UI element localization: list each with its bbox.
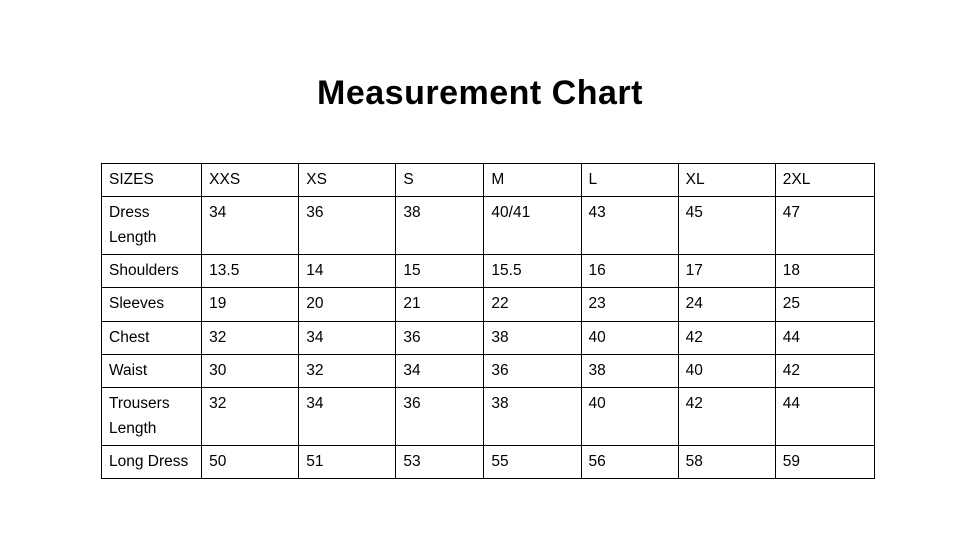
table-cell: 34: [299, 321, 396, 354]
table-cell: 22: [484, 288, 581, 321]
row-label: Dress Length: [102, 197, 202, 255]
measurement-table-container: [101, 163, 875, 479]
table-header-cell: S: [396, 164, 484, 197]
row-label: Trousers Length: [102, 387, 202, 445]
page-title: Measurement Chart: [317, 74, 643, 112]
table-header-cell: XXS: [202, 164, 299, 197]
table-cell: 55: [484, 445, 581, 478]
row-label: Waist: [102, 354, 202, 387]
table-cell: 16: [581, 255, 678, 288]
table-cell: 44: [775, 387, 874, 445]
table-cell: 34: [396, 354, 484, 387]
table-cell: 42: [678, 321, 775, 354]
table-row: [102, 387, 875, 445]
table-row: [102, 197, 875, 255]
table-cell: 30: [202, 354, 299, 387]
table-cell: 40: [581, 321, 678, 354]
table-cell: 59: [775, 445, 874, 478]
table-cell: 58: [678, 445, 775, 478]
table-cell: 50: [202, 445, 299, 478]
table-cell: 38: [484, 321, 581, 354]
table-cell: 42: [775, 354, 874, 387]
row-label: Chest: [102, 321, 202, 354]
row-label: Shoulders: [102, 255, 202, 288]
table-header-cell: 2XL: [775, 164, 874, 197]
table-cell: 40/41: [484, 197, 581, 255]
table-cell: 42: [678, 387, 775, 445]
table-cell: 44: [775, 321, 874, 354]
table-cell: 18: [775, 255, 874, 288]
table-cell: 24: [678, 288, 775, 321]
table-row: [102, 321, 875, 354]
table-cell: 56: [581, 445, 678, 478]
table-header-cell: L: [581, 164, 678, 197]
table-cell: 19: [202, 288, 299, 321]
table-cell: 20: [299, 288, 396, 321]
table-cell: 47: [775, 197, 874, 255]
table-cell: 15: [396, 255, 484, 288]
table-cell: 32: [299, 354, 396, 387]
table-cell: 14: [299, 255, 396, 288]
table-cell: 38: [484, 387, 581, 445]
table-cell: 36: [484, 354, 581, 387]
table-cell: 53: [396, 445, 484, 478]
table-cell: 21: [396, 288, 484, 321]
table-cell: 32: [202, 387, 299, 445]
row-label: Sleeves: [102, 288, 202, 321]
table-cell: 38: [396, 197, 484, 255]
table-cell: 51: [299, 445, 396, 478]
table-cell: 40: [581, 387, 678, 445]
table-row: [102, 255, 875, 288]
table-cell: 34: [299, 387, 396, 445]
table-cell: 23: [581, 288, 678, 321]
table-cell: 15.5: [484, 255, 581, 288]
table-header-cell: XL: [678, 164, 775, 197]
table-cell: 13.5: [202, 255, 299, 288]
table-cell: 25: [775, 288, 874, 321]
table-row: [102, 354, 875, 387]
table-cell: 36: [396, 387, 484, 445]
table-cell: 40: [678, 354, 775, 387]
table-cell: 34: [202, 197, 299, 255]
table-row: [102, 445, 875, 478]
table-header-cell: SIZES: [102, 164, 202, 197]
table-cell: 36: [396, 321, 484, 354]
table-header-row: [102, 164, 875, 197]
measurement-table: [101, 163, 875, 479]
table-cell: 32: [202, 321, 299, 354]
table-cell: 17: [678, 255, 775, 288]
table-header-cell: XS: [299, 164, 396, 197]
table-row: [102, 288, 875, 321]
table-cell: 36: [299, 197, 396, 255]
row-label: Long Dress: [102, 445, 202, 478]
table-cell: 45: [678, 197, 775, 255]
table-cell: 38: [581, 354, 678, 387]
table-header-cell: M: [484, 164, 581, 197]
table-cell: 43: [581, 197, 678, 255]
